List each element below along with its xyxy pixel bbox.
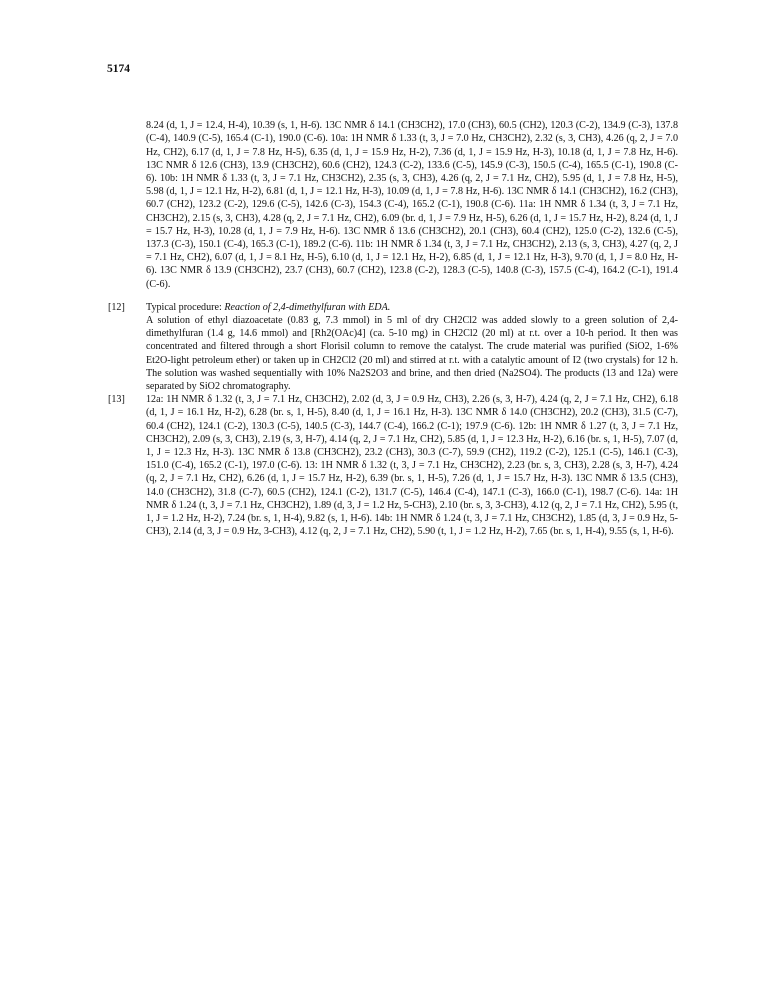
page-number: 5174 xyxy=(107,63,130,75)
procedure-text: A solution of ethyl diazoacetate (0.83 g, 7.3 mmol) in 5 ml of dry CH2Cl2 was added slowly to a green solution of 2,4-dimethylfuran (1.4 g, 14.6 mmol) and [Rh2(OAc)4] (ca. 5-10 mg) in CH2Cl2 (20 ml) at r.t. over a 10-h period. It then was concentrated and filtered through a short Florisil column to remove the catalyst. The crude material was purified (SiO2, 1-6% Et2O-light petroleum ether) or taken up in CH2Cl2 (20 ml) and stirred at r.t. with a catalytic amount of I2 (two crystals) for 12 h. The solution was washed sequentially with 10% Na2S2O3 and brine, and then dried (Na2SO4). The products (13 and 12a) were separated by SiO2 chromatography. xyxy=(146,315,678,393)
reference-label: [13] xyxy=(108,394,125,406)
reference-label: [12] xyxy=(108,301,125,313)
nmr-data-text: 12a: 1H NMR δ 1.32 (t, 3, J = 7.1 Hz, CH3CH2), 2.02 (d, 3, J = 0.9 Hz, CH3), 2.26 (s, 3, H-7), 4.24 (q, 2, J = 7.1 Hz, CH2), 6.18 (d, 1, J = 16.1 Hz, H-2), 6.28 (br. s, 1, H-5), 8.40 (d, 1, J = 16.1 Hz, H-3). 13C NMR δ 14.0 (CH3CH2), 20.2 (CH3), 31.5 (C-7), 60.4 (CH2), 124.1 (C-2), 130.3 (C-5), 140.5 (C-3), 144.7 (C-4), 166.2 (C-1); 197.9 (C-6). 12b: 1H NMR δ 1.27 (t, 3, J = 7.1 Hz, CH3CH2), 2.09 (s, 3, CH3), 2.19 (s, 3, H-7), 4.14 (q, 2, J = 7.1 Hz, CH2), 5.85 (d, 1, J = 12.3 Hz, H-2), 6.16 (br. s, 1, H-5), 7.07 (d, 1, J = 12.3 Hz, H-3). 13C NMR δ 13.8 (CH3CH2), 23.2 (CH3), 30.3 (C-7), 59.9 (CH2), 119.2 (C-2), 125.1 (C-5), 146.1 (C-3), 151.0 (C-4), 165.2 (C-1), 197.0 (C-6). 13: 1H NMR δ 1.32 (t, 3, J = 7.1 Hz, CH3CH2), 2.23 (br. s, 3, CH3), 2.28 (s, 3, H-7), 4.24 (q, 2, J = 7.1 Hz, CH2), 6.26 (d, 1, J = 15.7 Hz, H-2), 6.39 (br. s, 1, H-5), 7.26 (d, 1, J = 15.7 Hz, H-3). 13C NMR δ 13.5 (CH3), 14.0 (CH3CH2), 31.8 (C-7), 60.5 (CH2), 124.1 (C-2), 131.7 (C-5), 146.4 (C-4), 147.1 (C-3), 166.0 (C-1), 198.7 (C-6). 14a: 1H NMR δ 1.24 (t, 3, J = 7.1 Hz, CH3CH2), 1.89 (d, 3, J = 1.2 Hz, 5-CH3), 2.10 (br. s, 3, 3-CH3), 4.12 (q, 2, J = 7.1 Hz, CH2), 5.95 (t, 1, J = 1.2 Hz, H-2), 7.24 (br. s, 1, H-4), 9.82 (s, 1, H-6). 14b: 1H NMR δ 1.24 (t, 3, J = 7.1 Hz, CH3CH2), 1.85 (d, 3, J = 0.9 Hz, 5-CH3), 2.14 (d, 3, J = 0.9 Hz, 3-CH3), 4.12 (q, 2, J = 7.1 Hz, CH2), 5.90 (t, 1, J = 1.2 Hz, H-2), 7.65 (br. s, 1, H-4), 9.55 (s, 1, H-6). xyxy=(146,394,678,538)
continuation-text: 8.24 (d, 1, J = 12.4, H-4), 10.39 (s, 1, H-6). 13C NMR δ 14.1 (CH3CH2), 17.0 (CH3), 60.5 (CH2), 120.3 (C-2), 134.9 (C-3), 137.8 (C-4), 140.9 (C-5), 165.4 (C-1), 190.0 (C-6). 10a: 1H NMR δ 1.33 (t, 3, J = 7.0 Hz, CH3CH2), 2.32 (s, 3, CH3), 4.26 (q, 2, J = 7.0 Hz, CH2), 6.17 (d, 1, J = 7.8 Hz, H-5), 6.35 (d, 1, J = 15.9 Hz, H-2), 7.36 (d, 1, J = 15.9 Hz, H-3), 10.18 (d, 1, J = 7.8 Hz, H-6). 13C NMR δ 12.6 (CH3), 13.9 (CH3CH2), 60.6 (CH2), 124.3 (C-2), 133.6 (C-5), 145.9 (C-3), 150.5 (C-4), 165.5 (C-1), 190.8 (C-6). 10b: 1H NMR δ 1.33 (t, 3, J = 7.1 Hz, CH3CH2), 2.35 (s, 3, CH3), 4.26 (q, 2, J = 7.1 Hz, CH2), 5.95 (d, 1, J = 7.8 Hz, H-5), 5.98 (d, 1, J = 12.1 Hz, H-2), 6.81 (d, 1, J = 12.1 Hz, H-3), 10.09 (d, 1, J = 7.8 Hz, H-6). 13C NMR δ 14.1 (CH3CH2), 16.2 (CH3), 60.7 (CH2), 123.2 (C-2), 129.6 (C-5), 142.6 (C-3), 154.3 (C-4), 165.2 (C-1), 190.8 (C-6). 11a: 1H NMR δ 1.34 (t, 3, J = 7.1 Hz, CH3CH2), 2.15 (s, 3, CH3), 4.28 (q, 2, J = 7.1 Hz, CH2), 6.09 (br. d, 1, J = 7.9 Hz, H-5), 6.26 (d, 1, J = 15.7 Hz, H-2), 8.24 (d, 1, J = 15.7 Hz, H-3), 10.28 (d, 1, J = 7.9 Hz, H-6). 13C NMR δ 13.6 (CH3CH2), 20.1 (CH3), 60.4 (CH2), 125.0 (C-2), 132.6 (C-5), 137.3 (C-3), 150.1 (C-4), 165.3 (C-1), 189.2 (C-6). 11b: 1H NMR δ 1.34 (t, 3, J = 7.1 Hz, CH3CH2), 2.13 (s, 3, CH3), 4.27 (q, 2, J = 7.1 Hz, CH2), 6.07 (d, 1, J = 8.1 Hz, H-5), 6.10 (d, 1, J = 12.1 Hz, H-2), 6.85 (d, 1, J = 12.1 Hz, H-3), 9.70 (d, 1, J = 8.0 Hz, H-6). 13C NMR δ 13.9 (CH3CH2), 23.7 (CH3), 60.7 (CH2), 123.8 (C-2), 128.3 (C-5), 140.8 (C-3), 157.5 (C-4), 164.2 (C-1), 191.4 (C-6). xyxy=(146,120,678,290)
notes-section xyxy=(108,109,678,538)
procedure-heading xyxy=(146,301,678,314)
reference-13 xyxy=(108,393,678,538)
reference-12 xyxy=(108,301,678,393)
procedure-heading-prefix: Typical procedure: xyxy=(146,301,225,313)
procedure-heading-title: Reaction of 2,4-dimethylfuran with EDA. xyxy=(224,301,391,313)
